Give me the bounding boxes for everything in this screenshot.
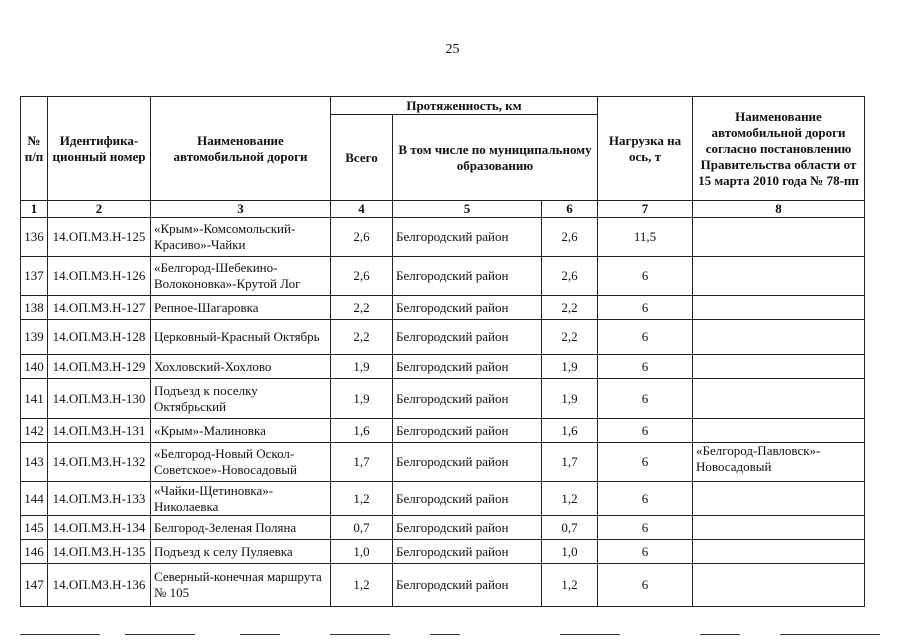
cell-axle-load: 6 xyxy=(598,257,693,296)
cell-axle-load: 6 xyxy=(598,355,693,379)
column-number: 4 xyxy=(331,201,393,218)
table-row xyxy=(21,540,865,564)
cell-district-km: 0,7 xyxy=(542,516,598,540)
cell-district: Белгородский район xyxy=(393,540,542,564)
cell-official-name xyxy=(693,379,865,419)
cell-road-name: Подъезд к селу Пуляевка xyxy=(151,540,331,564)
cell-road-name: «Крым»-Малиновка xyxy=(151,419,331,443)
cell-total-km: 2,2 xyxy=(331,320,393,355)
cell-num: 144 xyxy=(21,482,48,516)
cell-total-km: 2,6 xyxy=(331,257,393,296)
cell-num: 146 xyxy=(21,540,48,564)
cell-num: 138 xyxy=(21,296,48,320)
cell-road-name: «Белгород-Новый Оскол-Советское»-Новосадовый xyxy=(151,443,331,482)
cell-total-km: 2,6 xyxy=(331,218,393,257)
cell-district: Белгородский район xyxy=(393,218,542,257)
cell-road-name: Северный-конечная маршрута № 105 xyxy=(151,564,331,607)
cell-id: 14.ОП.МЗ.Н-125 xyxy=(48,218,151,257)
cell-num: 145 xyxy=(21,516,48,540)
table-row xyxy=(21,564,865,607)
column-number: 5 xyxy=(393,201,542,218)
table-row xyxy=(21,443,865,482)
cell-district-km: 1,9 xyxy=(542,355,598,379)
header-name: Наименование автомобильной дороги xyxy=(151,97,331,201)
page-number: 25 xyxy=(445,42,460,57)
table-row xyxy=(21,516,865,540)
cell-id: 14.ОП.МЗ.Н-126 xyxy=(48,257,151,296)
cell-road-name: Хохловский-Хохлово xyxy=(151,355,331,379)
header-length-group: Протяженность, км xyxy=(331,97,598,115)
cell-id: 14.ОП.МЗ.Н-127 xyxy=(48,296,151,320)
cell-district: Белгородский район xyxy=(393,564,542,607)
header-total: Всего xyxy=(331,115,393,201)
cell-official-name xyxy=(693,257,865,296)
cell-num: 139 xyxy=(21,320,48,355)
cell-axle-load: 6 xyxy=(598,516,693,540)
column-number: 2 xyxy=(48,201,151,218)
cell-district: Белгородский район xyxy=(393,320,542,355)
cell-road-name: «Крым»-Комсомольский-Красиво»-Чайки xyxy=(151,218,331,257)
cell-district: Белгородский район xyxy=(393,516,542,540)
cell-total-km: 1,9 xyxy=(331,355,393,379)
cell-road-name: «Чайки-Щетиновка»-Николаевка xyxy=(151,482,331,516)
cell-district-km: 2,2 xyxy=(542,320,598,355)
table-row xyxy=(21,296,865,320)
scan-bottom-edge xyxy=(0,634,905,640)
cell-official-name xyxy=(693,564,865,607)
cell-road-name: «Белгород-Шебекино-Волоконовка»-Крутой Лог xyxy=(151,257,331,296)
table-row xyxy=(21,320,865,355)
cell-id: 14.ОП.МЗ.Н-135 xyxy=(48,540,151,564)
cell-road-name: Подъезд к поселку Октябрьский xyxy=(151,379,331,419)
cell-district-km: 1,2 xyxy=(542,564,598,607)
cell-axle-load: 6 xyxy=(598,482,693,516)
cell-id: 14.ОП.МЗ.Н-130 xyxy=(48,379,151,419)
cell-district: Белгородский район xyxy=(393,419,542,443)
header-id: Идентифика-ционный номер xyxy=(48,97,151,201)
cell-total-km: 1,6 xyxy=(331,419,393,443)
cell-district-km: 2,2 xyxy=(542,296,598,320)
cell-district: Белгородский район xyxy=(393,443,542,482)
column-number: 8 xyxy=(693,201,865,218)
cell-district: Белгородский район xyxy=(393,355,542,379)
table-row xyxy=(21,257,865,296)
cell-id: 14.ОП.МЗ.Н-132 xyxy=(48,443,151,482)
column-number: 7 xyxy=(598,201,693,218)
cell-id: 14.ОП.МЗ.Н-133 xyxy=(48,482,151,516)
column-number-row xyxy=(21,201,865,218)
cell-axle-load: 6 xyxy=(598,379,693,419)
cell-total-km: 0,7 xyxy=(331,516,393,540)
cell-num: 137 xyxy=(21,257,48,296)
cell-id: 14.ОП.МЗ.Н-131 xyxy=(48,419,151,443)
cell-official-name xyxy=(693,296,865,320)
cell-total-km: 2,2 xyxy=(331,296,393,320)
table-row xyxy=(21,482,865,516)
cell-axle-load: 6 xyxy=(598,443,693,482)
cell-official-name xyxy=(693,419,865,443)
cell-total-km: 1,0 xyxy=(331,540,393,564)
header-official-name: Наименование автомобильной дороги согласно постановлению Правительства области от 15 марта 2010 года № 78-пп xyxy=(693,97,865,201)
cell-num: 143 xyxy=(21,443,48,482)
cell-num: 136 xyxy=(21,218,48,257)
header-load: Нагрузка на ось, т xyxy=(598,97,693,201)
column-number: 3 xyxy=(151,201,331,218)
roads-table xyxy=(20,96,865,607)
table-row xyxy=(21,419,865,443)
table-body xyxy=(21,201,865,607)
cell-district-km: 1,2 xyxy=(542,482,598,516)
cell-district: Белгородский район xyxy=(393,482,542,516)
cell-num: 147 xyxy=(21,564,48,607)
cell-num: 141 xyxy=(21,379,48,419)
cell-district-km: 2,6 xyxy=(542,218,598,257)
cell-official-name xyxy=(693,355,865,379)
cell-axle-load: 11,5 xyxy=(598,218,693,257)
cell-district-km: 1,0 xyxy=(542,540,598,564)
cell-total-km: 1,7 xyxy=(331,443,393,482)
cell-official-name: «Белгород-Павловск»-Новосадовый xyxy=(693,443,865,482)
column-number: 6 xyxy=(542,201,598,218)
cell-id: 14.ОП.МЗ.Н-128 xyxy=(48,320,151,355)
table-row xyxy=(21,355,865,379)
cell-num: 140 xyxy=(21,355,48,379)
cell-district: Белгородский район xyxy=(393,257,542,296)
cell-axle-load: 6 xyxy=(598,564,693,607)
cell-district-km: 1,7 xyxy=(542,443,598,482)
header-municipal: В том числе по муниципальному образованию xyxy=(393,115,598,201)
cell-official-name xyxy=(693,540,865,564)
cell-road-name: Церковный-Красный Октябрь xyxy=(151,320,331,355)
table-row xyxy=(21,218,865,257)
cell-total-km: 1,2 xyxy=(331,482,393,516)
cell-axle-load: 6 xyxy=(598,419,693,443)
cell-district-km: 2,6 xyxy=(542,257,598,296)
cell-road-name: Репное-Шагаровка xyxy=(151,296,331,320)
header-num: № п/п xyxy=(21,97,48,201)
cell-official-name xyxy=(693,218,865,257)
column-number: 1 xyxy=(21,201,48,218)
cell-district: Белгородский район xyxy=(393,296,542,320)
cell-axle-load: 6 xyxy=(598,320,693,355)
cell-district-km: 1,9 xyxy=(542,379,598,419)
cell-official-name xyxy=(693,516,865,540)
cell-id: 14.ОП.МЗ.Н-134 xyxy=(48,516,151,540)
cell-official-name xyxy=(693,320,865,355)
cell-district: Белгородский район xyxy=(393,379,542,419)
cell-road-name: Белгород-Зеленая Поляна xyxy=(151,516,331,540)
cell-axle-load: 6 xyxy=(598,296,693,320)
cell-num: 142 xyxy=(21,419,48,443)
cell-total-km: 1,2 xyxy=(331,564,393,607)
cell-axle-load: 6 xyxy=(598,540,693,564)
cell-total-km: 1,9 xyxy=(331,379,393,419)
cell-official-name xyxy=(693,482,865,516)
cell-id: 14.ОП.МЗ.Н-136 xyxy=(48,564,151,607)
cell-id: 14.ОП.МЗ.Н-129 xyxy=(48,355,151,379)
cell-district-km: 1,6 xyxy=(542,419,598,443)
table-row xyxy=(21,379,865,419)
